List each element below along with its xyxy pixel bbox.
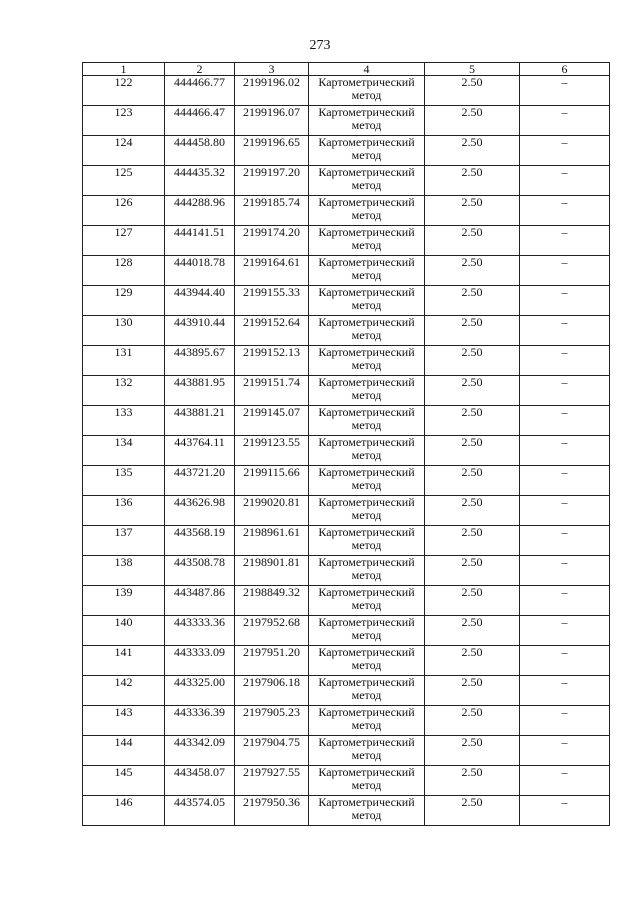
column-header-2: 2 bbox=[165, 63, 235, 76]
method-cell: Картометрический метод bbox=[309, 136, 425, 166]
y-coordinate-cell: 2199185.74 bbox=[235, 196, 309, 226]
y-coordinate-cell: 2197904.75 bbox=[235, 736, 309, 766]
x-coordinate-cell: 443764.11 bbox=[165, 436, 235, 466]
point-number-cell: 137 bbox=[83, 526, 165, 556]
table-row bbox=[83, 676, 610, 706]
method-cell: Картометрический метод bbox=[309, 796, 425, 826]
note-cell: – bbox=[520, 376, 610, 406]
x-coordinate-cell: 443895.67 bbox=[165, 346, 235, 376]
accuracy-cell: 2.50 bbox=[425, 676, 520, 706]
x-coordinate-cell: 443325.00 bbox=[165, 676, 235, 706]
table-row bbox=[83, 586, 610, 616]
point-number-cell: 131 bbox=[83, 346, 165, 376]
accuracy-cell: 2.50 bbox=[425, 106, 520, 136]
point-number-cell: 145 bbox=[83, 766, 165, 796]
accuracy-cell: 2.50 bbox=[425, 136, 520, 166]
x-coordinate-cell: 444288.96 bbox=[165, 196, 235, 226]
note-cell: – bbox=[520, 106, 610, 136]
x-coordinate-cell: 443458.07 bbox=[165, 766, 235, 796]
accuracy-cell: 2.50 bbox=[425, 736, 520, 766]
accuracy-cell: 2.50 bbox=[425, 466, 520, 496]
note-cell: – bbox=[520, 466, 610, 496]
point-number-cell: 123 bbox=[83, 106, 165, 136]
x-coordinate-cell: 443333.09 bbox=[165, 646, 235, 676]
table-row bbox=[83, 376, 610, 406]
table-row bbox=[83, 226, 610, 256]
method-cell: Картометрический метод bbox=[309, 466, 425, 496]
note-cell: – bbox=[520, 436, 610, 466]
accuracy-cell: 2.50 bbox=[425, 646, 520, 676]
y-coordinate-cell: 2199152.64 bbox=[235, 316, 309, 346]
x-coordinate-cell: 443881.95 bbox=[165, 376, 235, 406]
method-cell: Картометрический метод bbox=[309, 646, 425, 676]
point-number-cell: 140 bbox=[83, 616, 165, 646]
column-header-1: 1 bbox=[83, 63, 165, 76]
note-cell: – bbox=[520, 556, 610, 586]
y-coordinate-cell: 2199196.65 bbox=[235, 136, 309, 166]
accuracy-cell: 2.50 bbox=[425, 346, 520, 376]
accuracy-cell: 2.50 bbox=[425, 376, 520, 406]
note-cell: – bbox=[520, 736, 610, 766]
method-cell: Картометрический метод bbox=[309, 346, 425, 376]
point-number-cell: 130 bbox=[83, 316, 165, 346]
method-cell: Картометрический метод bbox=[309, 286, 425, 316]
point-number-cell: 134 bbox=[83, 436, 165, 466]
method-cell: Картометрический метод bbox=[309, 706, 425, 736]
method-cell: Картометрический метод bbox=[309, 436, 425, 466]
table-row bbox=[83, 316, 610, 346]
y-coordinate-cell: 2199145.07 bbox=[235, 406, 309, 436]
method-cell: Картометрический метод bbox=[309, 196, 425, 226]
note-cell: – bbox=[520, 316, 610, 346]
y-coordinate-cell: 2197906.18 bbox=[235, 676, 309, 706]
method-cell: Картометрический метод bbox=[309, 676, 425, 706]
method-cell: Картометрический метод bbox=[309, 316, 425, 346]
y-coordinate-cell: 2199197.20 bbox=[235, 166, 309, 196]
point-number-cell: 135 bbox=[83, 466, 165, 496]
point-number-cell: 139 bbox=[83, 586, 165, 616]
x-coordinate-cell: 443910.44 bbox=[165, 316, 235, 346]
point-number-cell: 125 bbox=[83, 166, 165, 196]
note-cell: – bbox=[520, 496, 610, 526]
table-row bbox=[83, 166, 610, 196]
point-number-cell: 132 bbox=[83, 376, 165, 406]
x-coordinate-cell: 443944.40 bbox=[165, 286, 235, 316]
table-header bbox=[83, 63, 610, 76]
accuracy-cell: 2.50 bbox=[425, 436, 520, 466]
point-number-cell: 133 bbox=[83, 406, 165, 436]
coordinates-table bbox=[82, 62, 610, 826]
accuracy-cell: 2.50 bbox=[425, 616, 520, 646]
x-coordinate-cell: 444141.51 bbox=[165, 226, 235, 256]
accuracy-cell: 2.50 bbox=[425, 406, 520, 436]
note-cell: – bbox=[520, 256, 610, 286]
note-cell: – bbox=[520, 76, 610, 106]
accuracy-cell: 2.50 bbox=[425, 586, 520, 616]
point-number-cell: 127 bbox=[83, 226, 165, 256]
x-coordinate-cell: 443626.98 bbox=[165, 496, 235, 526]
y-coordinate-cell: 2199196.07 bbox=[235, 106, 309, 136]
x-coordinate-cell: 443336.39 bbox=[165, 706, 235, 736]
point-number-cell: 142 bbox=[83, 676, 165, 706]
accuracy-cell: 2.50 bbox=[425, 256, 520, 286]
point-number-cell: 136 bbox=[83, 496, 165, 526]
method-cell: Картометрический метод bbox=[309, 226, 425, 256]
x-coordinate-cell: 443574.05 bbox=[165, 796, 235, 826]
note-cell: – bbox=[520, 226, 610, 256]
y-coordinate-cell: 2197905.23 bbox=[235, 706, 309, 736]
point-number-cell: 124 bbox=[83, 136, 165, 166]
accuracy-cell: 2.50 bbox=[425, 196, 520, 226]
note-cell: – bbox=[520, 796, 610, 826]
y-coordinate-cell: 2199174.20 bbox=[235, 226, 309, 256]
accuracy-cell: 2.50 bbox=[425, 76, 520, 106]
table-row bbox=[83, 286, 610, 316]
table-row bbox=[83, 406, 610, 436]
method-cell: Картометрический метод bbox=[309, 586, 425, 616]
y-coordinate-cell: 2198849.32 bbox=[235, 586, 309, 616]
accuracy-cell: 2.50 bbox=[425, 526, 520, 556]
table-row bbox=[83, 496, 610, 526]
accuracy-cell: 2.50 bbox=[425, 706, 520, 736]
accuracy-cell: 2.50 bbox=[425, 286, 520, 316]
y-coordinate-cell: 2197927.55 bbox=[235, 766, 309, 796]
note-cell: – bbox=[520, 676, 610, 706]
y-coordinate-cell: 2197951.20 bbox=[235, 646, 309, 676]
x-coordinate-cell: 444466.47 bbox=[165, 106, 235, 136]
note-cell: – bbox=[520, 136, 610, 166]
accuracy-cell: 2.50 bbox=[425, 796, 520, 826]
method-cell: Картометрический метод bbox=[309, 106, 425, 136]
note-cell: – bbox=[520, 346, 610, 376]
method-cell: Картометрический метод bbox=[309, 76, 425, 106]
accuracy-cell: 2.50 bbox=[425, 556, 520, 586]
point-number-cell: 128 bbox=[83, 256, 165, 286]
method-cell: Картометрический метод bbox=[309, 616, 425, 646]
y-coordinate-cell: 2198901.81 bbox=[235, 556, 309, 586]
table-row bbox=[83, 346, 610, 376]
method-cell: Картометрический метод bbox=[309, 766, 425, 796]
method-cell: Картометрический метод bbox=[309, 496, 425, 526]
table-row bbox=[83, 256, 610, 286]
x-coordinate-cell: 443721.20 bbox=[165, 466, 235, 496]
page-number: 273 bbox=[309, 38, 331, 53]
x-coordinate-cell: 443333.36 bbox=[165, 616, 235, 646]
header-row bbox=[83, 63, 610, 76]
table-row bbox=[83, 706, 610, 736]
accuracy-cell: 2.50 bbox=[425, 226, 520, 256]
note-cell: – bbox=[520, 646, 610, 676]
table-row bbox=[83, 766, 610, 796]
note-cell: – bbox=[520, 706, 610, 736]
method-cell: Картометрический метод bbox=[309, 406, 425, 436]
method-cell: Картометрический метод bbox=[309, 736, 425, 766]
method-cell: Картометрический метод bbox=[309, 166, 425, 196]
column-header-3: 3 bbox=[235, 63, 309, 76]
point-number-cell: 143 bbox=[83, 706, 165, 736]
y-coordinate-cell: 2199152.13 bbox=[235, 346, 309, 376]
point-number-cell: 138 bbox=[83, 556, 165, 586]
table-row bbox=[83, 196, 610, 226]
note-cell: – bbox=[520, 526, 610, 556]
table-row bbox=[83, 466, 610, 496]
method-cell: Картометрический метод bbox=[309, 526, 425, 556]
accuracy-cell: 2.50 bbox=[425, 316, 520, 346]
y-coordinate-cell: 2199151.74 bbox=[235, 376, 309, 406]
method-cell: Картометрический метод bbox=[309, 376, 425, 406]
y-coordinate-cell: 2199020.81 bbox=[235, 496, 309, 526]
x-coordinate-cell: 444466.77 bbox=[165, 76, 235, 106]
x-coordinate-cell: 443342.09 bbox=[165, 736, 235, 766]
table-body bbox=[83, 76, 610, 826]
accuracy-cell: 2.50 bbox=[425, 166, 520, 196]
y-coordinate-cell: 2199164.61 bbox=[235, 256, 309, 286]
point-number-cell: 146 bbox=[83, 796, 165, 826]
x-coordinate-cell: 443487.86 bbox=[165, 586, 235, 616]
note-cell: – bbox=[520, 766, 610, 796]
table-row bbox=[83, 436, 610, 466]
note-cell: – bbox=[520, 286, 610, 316]
point-number-cell: 122 bbox=[83, 76, 165, 106]
method-cell: Картометрический метод bbox=[309, 256, 425, 286]
note-cell: – bbox=[520, 616, 610, 646]
x-coordinate-cell: 444458.80 bbox=[165, 136, 235, 166]
y-coordinate-cell: 2199123.55 bbox=[235, 436, 309, 466]
y-coordinate-cell: 2197950.36 bbox=[235, 796, 309, 826]
y-coordinate-cell: 2198961.61 bbox=[235, 526, 309, 556]
note-cell: – bbox=[520, 196, 610, 226]
point-number-cell: 141 bbox=[83, 646, 165, 676]
x-coordinate-cell: 444435.32 bbox=[165, 166, 235, 196]
x-coordinate-cell: 443568.19 bbox=[165, 526, 235, 556]
y-coordinate-cell: 2199196.02 bbox=[235, 76, 309, 106]
y-coordinate-cell: 2197952.68 bbox=[235, 616, 309, 646]
table-row bbox=[83, 646, 610, 676]
note-cell: – bbox=[520, 406, 610, 436]
x-coordinate-cell: 443881.21 bbox=[165, 406, 235, 436]
point-number-cell: 144 bbox=[83, 736, 165, 766]
note-cell: – bbox=[520, 166, 610, 196]
point-number-cell: 129 bbox=[83, 286, 165, 316]
table-row bbox=[83, 136, 610, 166]
table-row bbox=[83, 76, 610, 106]
column-header-4: 4 bbox=[309, 63, 425, 76]
column-header-5: 5 bbox=[425, 63, 520, 76]
accuracy-cell: 2.50 bbox=[425, 766, 520, 796]
y-coordinate-cell: 2199115.66 bbox=[235, 466, 309, 496]
point-number-cell: 126 bbox=[83, 196, 165, 226]
method-cell: Картометрический метод bbox=[309, 556, 425, 586]
table-row bbox=[83, 526, 610, 556]
accuracy-cell: 2.50 bbox=[425, 496, 520, 526]
x-coordinate-cell: 443508.78 bbox=[165, 556, 235, 586]
table-row bbox=[83, 616, 610, 646]
column-header-6: 6 bbox=[520, 63, 610, 76]
y-coordinate-cell: 2199155.33 bbox=[235, 286, 309, 316]
x-coordinate-cell: 444018.78 bbox=[165, 256, 235, 286]
table-row bbox=[83, 796, 610, 826]
table-row bbox=[83, 556, 610, 586]
table-row bbox=[83, 736, 610, 766]
table-row bbox=[83, 106, 610, 136]
note-cell: – bbox=[520, 586, 610, 616]
